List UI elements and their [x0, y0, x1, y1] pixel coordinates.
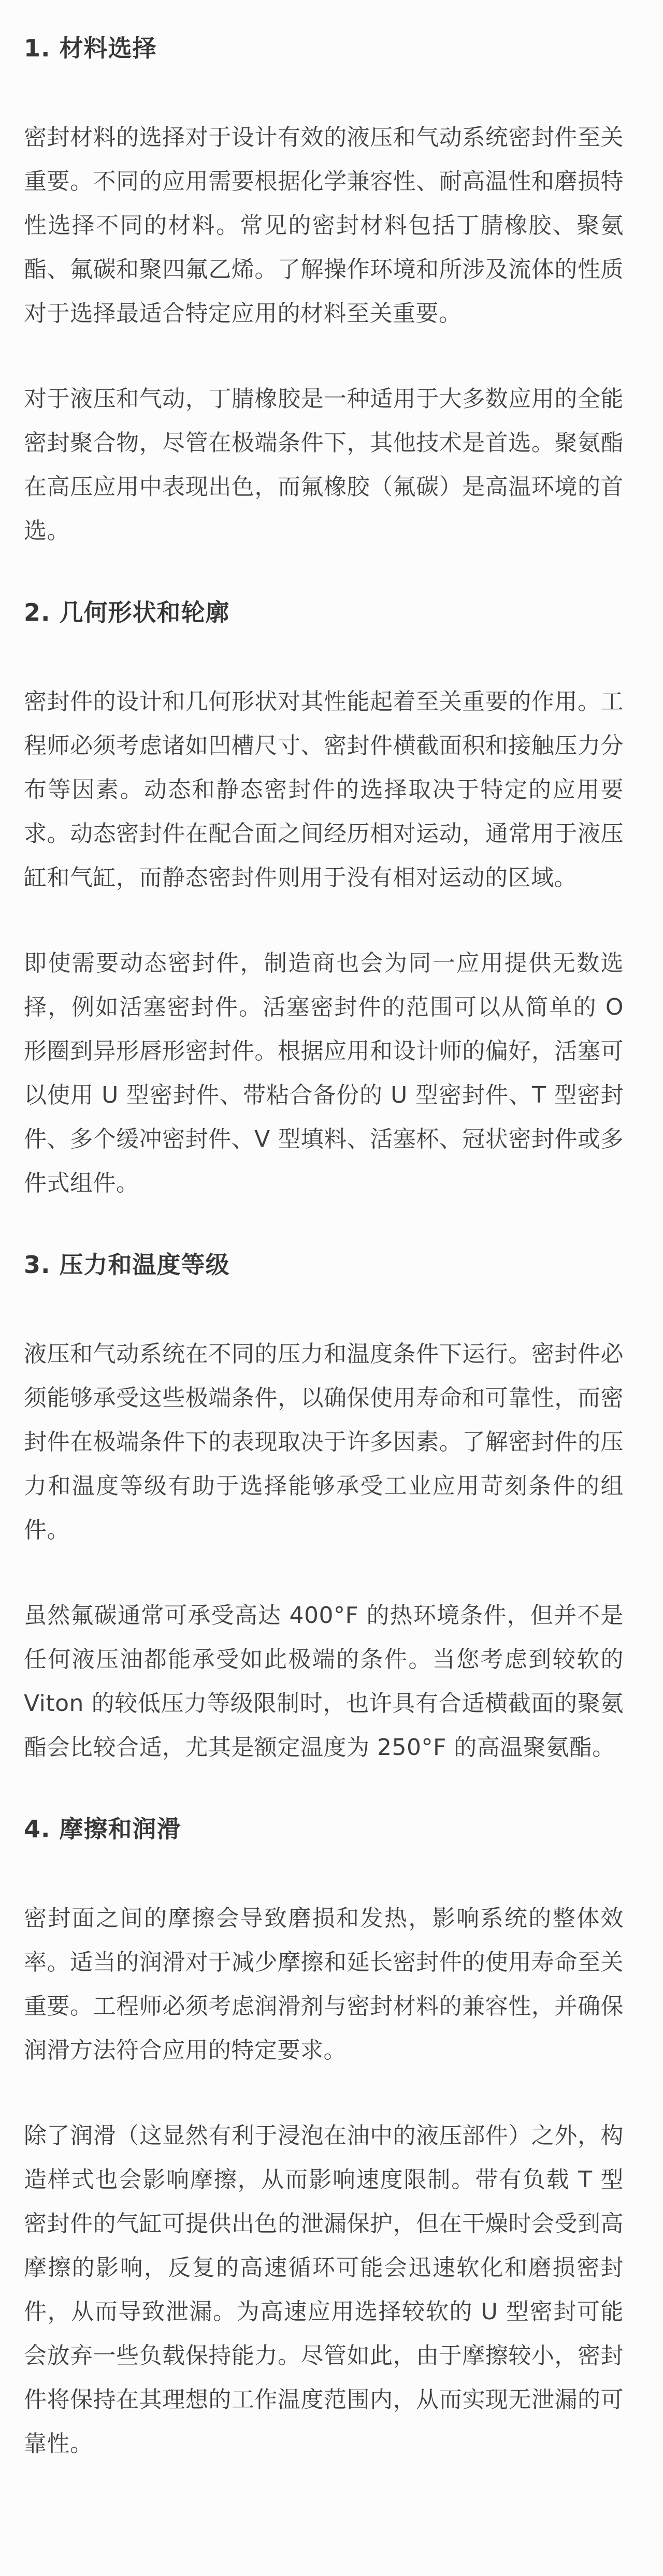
paragraph: 除了润滑（这显然有利于浸泡在油中的液压部件）之外，构造样式也会影响摩擦，从而影响速度限制。带有负载 T 型密封件的气缸可提供出色的泄漏保护，但在干燥时会受到高摩擦的影响，反复的高速循环可能会迅速软化和磨损密封件，从而导致泄漏。为高速应用选择较软的 U 型密封可能会放弃一些负载保持能力。尽管如此，由于摩擦较小，密封件将保持在其理想的工作温度范围内，从而实现无泄漏的可靠性。 — [24, 2123, 624, 2457]
section-heading: 1. 材料选择 — [24, 34, 157, 62]
paragraph: 密封面之间的摩擦会导致磨损和发热，影响系统的整体效率。适当的润滑对于减少摩擦和延长密封件的使用寿命至关重要。工程师必须考虑润滑剂与密封材料的兼容性，并确保润滑方法符合应用的特定要求。 — [24, 1905, 624, 2063]
section-material-selection — [24, 30, 624, 553]
paragraph: 液压和气动系统在不同的压力和温度条件下运行。密封件必须能够承受这些极端条件，以确保使用寿命和可靠性，而密封件在极端条件下的表现取决于许多因素。了解密封件的压力和温度等级有助于选择能够承受工业应用苛刻条件的组件。 — [24, 1341, 624, 1543]
paragraph: 对于液压和气动，丁腈橡胶是一种适用于大多数应用的全能密封聚合物，尽管在极端条件下，其他技术是首选。聚氨酯在高压应用中表现出色，而氟橡胶（氟碳）是高温环境的首选。 — [24, 386, 624, 544]
section-heading: 4. 摩擦和润滑 — [24, 1815, 181, 1843]
section-heading: 2. 几何形状和轮廓 — [24, 598, 230, 626]
paragraph: 即使需要动态密封件，制造商也会为同一应用提供无数选择，例如活塞密封件。活塞密封件的范围可以从简单的 O 形圈到异形唇形密封件。根据应用和设计师的偏好，活塞可以使用 U 型密封件、带粘合备份的 U 型密封件、T 型密封件、多个缓冲密封件、V 型填料、活塞杯、冠状密封件或多件式组件。 — [24, 950, 624, 1196]
section-pressure-temperature — [24, 1247, 624, 1769]
section-geometry-profile — [24, 594, 624, 1205]
paragraph: 密封件的设计和几何形状对其性能起着至关重要的作用。工程师必须考虑诸如凹槽尺寸、密封件横截面积和接触压力分布等因素。动态和静态密封件的选择取决于特定的应用要求。动态密封件在配合面之间经历相对运动，通常用于液压缸和气缸，而静态密封件则用于没有相对运动的区域。 — [24, 689, 624, 891]
paragraph: 虽然氟碳通常可承受高达 400°F 的热环境条件，但并不是任何液压油都能承受如此极端的条件。当您考虑到较软的 Viton 的较低压力等级限制时，也许具有合适横截面的聚氨酯会比较合适，尤其是额定温度为 250°F 的高温聚氨酯。 — [24, 1602, 624, 1761]
paragraph: 密封材料的选择对于设计有效的液压和气动系统密封件至关重要。不同的应用需要根据化学兼容性、耐高温性和磨损特性选择不同的材料。常见的密封材料包括丁腈橡胶、聚氨酯、氟碳和聚四氟乙烯。了解操作环境和所涉及流体的性质对于选择最适合特定应用的材料至关重要。 — [24, 124, 624, 327]
section-heading: 3. 压力和温度等级 — [24, 1251, 230, 1279]
section-friction-lubrication — [24, 1811, 624, 2466]
